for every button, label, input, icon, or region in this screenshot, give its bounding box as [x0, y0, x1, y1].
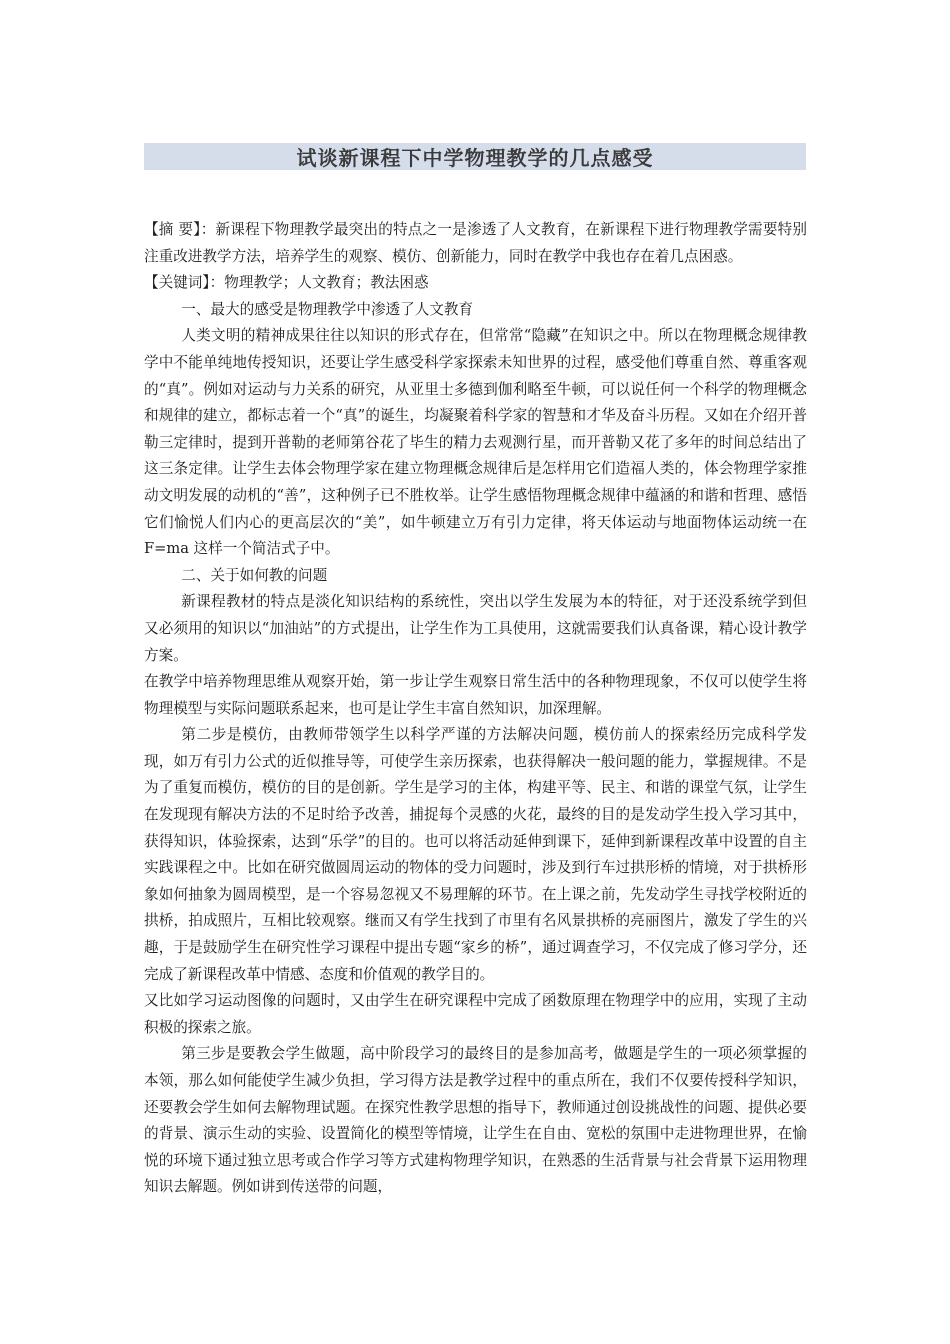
section-2-paragraph-5: 第三步是要教会学生做题，高中阶段学习的最终目的是参加高考，做题是学生的一项必须掌握的本领，那么如何能使学生减少负担，学习得方法是教学过程中的重点所在，我们不仅要传授科学知识，还要教会学生如何去解物理试题。在探究性教学思想的指导下，教师通过创设挑战性的问题、提供必要的背景、演示生动的实验、设置简化的模型等情境，让学生在自由、宽松的氛围中走进物理世界，在愉悦的环境下通过独立思考或合作学习等方式建构物理学知识，在熟悉的生活背景与社会背景下运用物理知识去解题。例如讲到传送带的问题，: [144, 1045, 807, 1196]
section-2-paragraph-4: 又比如学习运动图像的问题时，又由学生在研究课程中完成了函数原理在物理学中的应用，实现了主动积极的探索之旅。: [144, 992, 807, 1036]
section-2-paragraph-1: 新课程教材的特点是淡化知识结构的系统性，突出以学生发展为本的特征，对于还没系统学到但又必须用的知识以“加油站”的方式提出，让学生作为工具使用，这就需要我们认真备课，精心设计教学方案。: [144, 593, 807, 664]
section-2-paragraph-2: 在教学中培养物理思维从观察开始，第一步让学生观察日常生活中的各种物理现象，不仅可以使学生将物理模型与实际问题联系起来，也可是让学生丰富自然知识，加深理解。: [144, 673, 807, 717]
section-2-paragraph-3: 第二步是模仿，由教师带领学生以科学严谨的方法解决问题，模仿前人的探索经历完成科学发现，如万有引力公式的近似推导等，可使学生亲历探索，也获得解决一般问题的能力，掌握规律。不是为了重复而模仿，模仿的目的是创新。学生是学习的主体，构建平等、民主、和谐的课堂气氛，让学生在发现现有解决方法的不足时给予改善，捕捉每个灵感的火花，最终的目的是发动学生投入学习其中，获得知识，体验探索，达到“乐学”的目的。也可以将活动延伸到课下，延伸到新课程改革中设置的自主实践课程之中。比如在研究做圆周运动的物体的受力问题时，涉及到行车过拱形桥的情境，对于拱桥形象如何抽象为圆周模型，是一个容易忽视又不易理解的环节。在上课之前，先发动学生寻找学校附近的拱桥，拍成照片，互相比较观察。继而又有学生找到了市里有名风景拱桥的亮丽图片，激发了学生的兴趣，于是鼓励学生在研究性学习课程中提出专题“家乡的桥”，通过调查学习，不仅完成了修习学分，还完成了新课程改革中情感、态度和价值观的教学目的。: [144, 726, 807, 983]
document-title: 试谈新课程下中学物理教学的几点感受: [296, 146, 654, 170]
section-2-heading: 二、关于如何教的问题: [181, 566, 328, 584]
section-1-paragraph: 人类文明的精神成果往往以知识的形式存在，但常常“隐藏”在知识之中。所以在物理概念规律教学中不能单纯地传授知识，还要让学生感受科学家探索未知世界的过程，感受他们尊重自然、尊重客观的“真”。例如对运动与力关系的研究，从亚里士多德到伽利略至牛顿，可以说任何一个科学的物理概念和规律的建立，都标志着一个“真”的诞生，均凝聚着科学家的智慧和才华及奋斗历程。又如在介绍开普勒三定律时，提到开普勒的老师第谷花了毕生的精力去观测行星，而开普勒又花了多年的时间总结出了这三条定律。让学生去体会物理学家在建立物理概念规律后是怎样用它们造福人类的，体会物理学家推动文明发展的动机的“善”，这种例子已不胜枚举。让学生感悟物理概念规律中蕴涵的和谐和哲理、感悟它们愉悦人们内心的更高层次的“美”，如牛顿建立万有引力定律，将天体运动与地面物体运动统一在 F=ma 这样一个简洁式子中。: [144, 327, 807, 558]
abstract-paragraph: 【摘 要】：新课程下物理教学最突出的特点之一是渗透了人文教育，在新课程下进行物理教学需要特别注重改进教学方法，培养学生的观察、模仿、创新能力，同时在教学中我也存在着几点困惑。: [144, 221, 807, 265]
document-body: [144, 217, 807, 1201]
keywords-paragraph: 【关键词】：物理教学；人文教育；教法困惑: [144, 274, 429, 292]
section-1-heading: 一、最大的感受是物理教学中渗透了人文教育: [181, 300, 474, 318]
title-bar: [144, 143, 806, 170]
